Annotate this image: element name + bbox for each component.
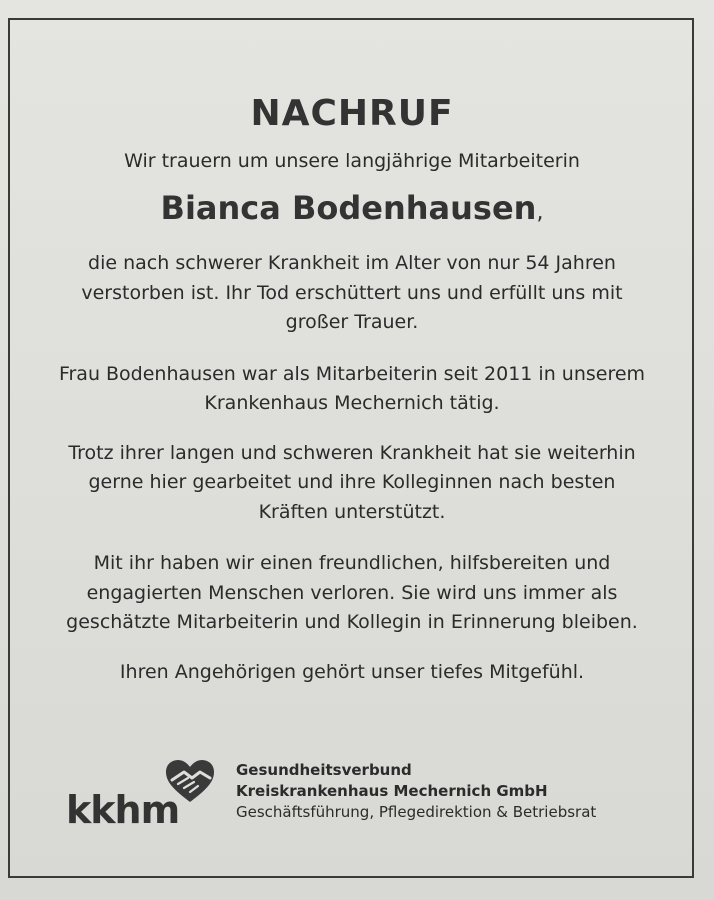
org-line-3: Geschäftsführung, Pflegedirektion & Betriebsrat <box>236 803 597 821</box>
footer <box>0 748 714 838</box>
org-line-1: Gesundheitsverbund <box>236 761 412 779</box>
obituary-title: NACHRUF <box>250 93 454 134</box>
obituary-content <box>20 28 684 687</box>
paragraph-remembrance: Mit ihr haben wir einen freundlichen, hilfsbereiten und engagierten Menschen verloren. Sie wird uns immer als geschätzte Mitarbeiterin und Kollegin in Erinnerung bleiben. <box>66 552 638 633</box>
name-comma: , <box>536 200 544 225</box>
paragraph-condolence: Ihren Angehörigen gehört unser tiefes Mitgefühl. <box>119 660 585 683</box>
paragraph-illness: Trotz ihrer langen und schweren Krankheit hat sie weiterhin gerne hier gearbeitet und ihre Kolleginnen nach besten Kräften unterstützt. <box>68 441 636 523</box>
intro-line: Wir trauern um unsere langjährige Mitarbeiterin <box>124 150 580 172</box>
kkhm-logo <box>66 758 216 838</box>
paragraph-death-notice: die nach schwerer Krankheit im Alter von nur 54 Jahren verstorben ist. Ihr Tod erschüttert uns und erfüllt uns mit großer Trauer. <box>81 252 623 333</box>
paragraph-employment: Frau Bodenhausen war als Mitarbeiterin seit 2011 in unserem Krankenhaus Mechernich tätig. <box>58 362 646 414</box>
deceased-name <box>20 188 684 233</box>
deceased-name-text: Bianca Bodenhausen <box>160 189 537 227</box>
org-line-2: Kreiskrankenhaus Mechernich GmbH <box>236 782 548 800</box>
logo-wordmark: kkhm <box>66 788 180 832</box>
organization-info <box>236 760 596 823</box>
